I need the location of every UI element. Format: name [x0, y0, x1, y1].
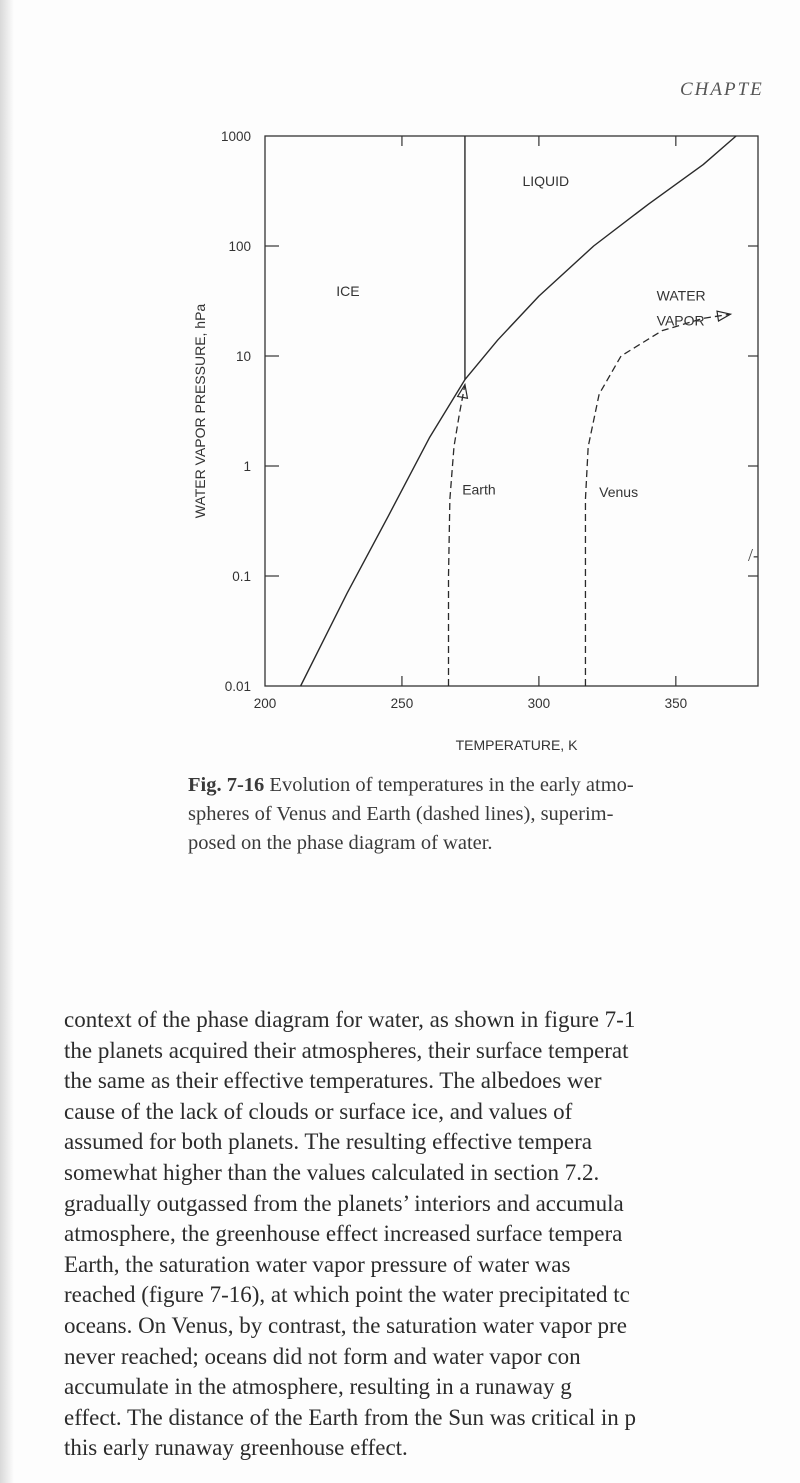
body-text-line: cause of the lack of clouds or surface ice, and values of — [64, 1098, 573, 1124]
body-text-line: somewhat higher than the values calculated in section 7.2. — [64, 1159, 600, 1185]
region-label: VAPOR — [656, 312, 705, 329]
caption-line-3: posed on the phase diagram of water. — [188, 832, 493, 854]
region-label: ICE — [336, 283, 360, 300]
y-tick-label: 1 — [243, 459, 251, 474]
x-tick-label: 300 — [527, 696, 551, 711]
body-text-line: never reached; oceans did not form and water vapor con — [64, 1343, 581, 1369]
region-label: Venus — [599, 484, 639, 501]
dashed-series-2 — [449, 385, 465, 686]
body-text-line: the same as their effective temperatures. The albedoes wer — [64, 1068, 602, 1094]
body-text-line: accumulate in the atmosphere, resulting in a runaway g — [64, 1374, 572, 1400]
y-tick-label: 1000 — [220, 129, 251, 144]
x-tick-label: 250 — [390, 696, 414, 711]
running-head: CHAPTE — [680, 79, 764, 100]
body-text-line: oceans. On Venus, by contrast, the saturation water vapor pre — [64, 1312, 627, 1338]
body-text-line: the planets acquired their atmospheres, their surface temperat — [64, 1037, 629, 1063]
x-axis-label: TEMPERATURE, K — [455, 737, 578, 753]
body-text-line: gradually outgassed from the planets’ interiors and accumula — [64, 1190, 624, 1216]
y-tick-label: 0.01 — [224, 679, 251, 694]
caption-line-1: Evolution of temperatures in the early atmo- — [269, 774, 634, 796]
y-tick-label: 10 — [235, 349, 251, 364]
region-label: WATER — [656, 287, 706, 304]
body-text-line: reached (figure 7-16), at which point the water precipitated tc — [64, 1282, 630, 1308]
y-tick-label: 0.1 — [232, 569, 251, 584]
x-tick-label: 350 — [664, 696, 688, 711]
caption-line-2: spheres of Venus and Earth (dashed lines), superim- — [188, 803, 614, 825]
phase-boundary-0 — [301, 136, 736, 686]
body-text-line: context of the phase diagram for water, as shown in figure 7-1 — [64, 1007, 636, 1032]
body-text-line: atmosphere, the greenhouse effect increased surface tempera — [64, 1221, 623, 1247]
body-text-line: this early runaway greenhouse effect. — [64, 1435, 408, 1461]
body-paragraph — [64, 1005, 800, 1475]
body-text-line: Earth, the saturation water vapor pressure of water was — [64, 1251, 571, 1277]
figure-number: Fig. 7-16 — [188, 774, 265, 796]
margin-mark: /- — [748, 545, 759, 565]
y-tick-label: 100 — [228, 239, 251, 254]
x-tick-label: 200 — [253, 696, 277, 711]
plot-frame — [265, 136, 758, 686]
region-label: Earth — [462, 481, 496, 498]
y-axis-label: WATER VAPOR PRESSURE, hPa — [192, 303, 208, 519]
region-label: LIQUID — [522, 173, 570, 190]
body-text-line: assumed for both planets. The resulting effective tempera — [64, 1129, 592, 1155]
body-text-line: effect. The distance of the Earth from the Sun was critical in p — [64, 1404, 637, 1430]
figure-caption — [188, 771, 758, 858]
